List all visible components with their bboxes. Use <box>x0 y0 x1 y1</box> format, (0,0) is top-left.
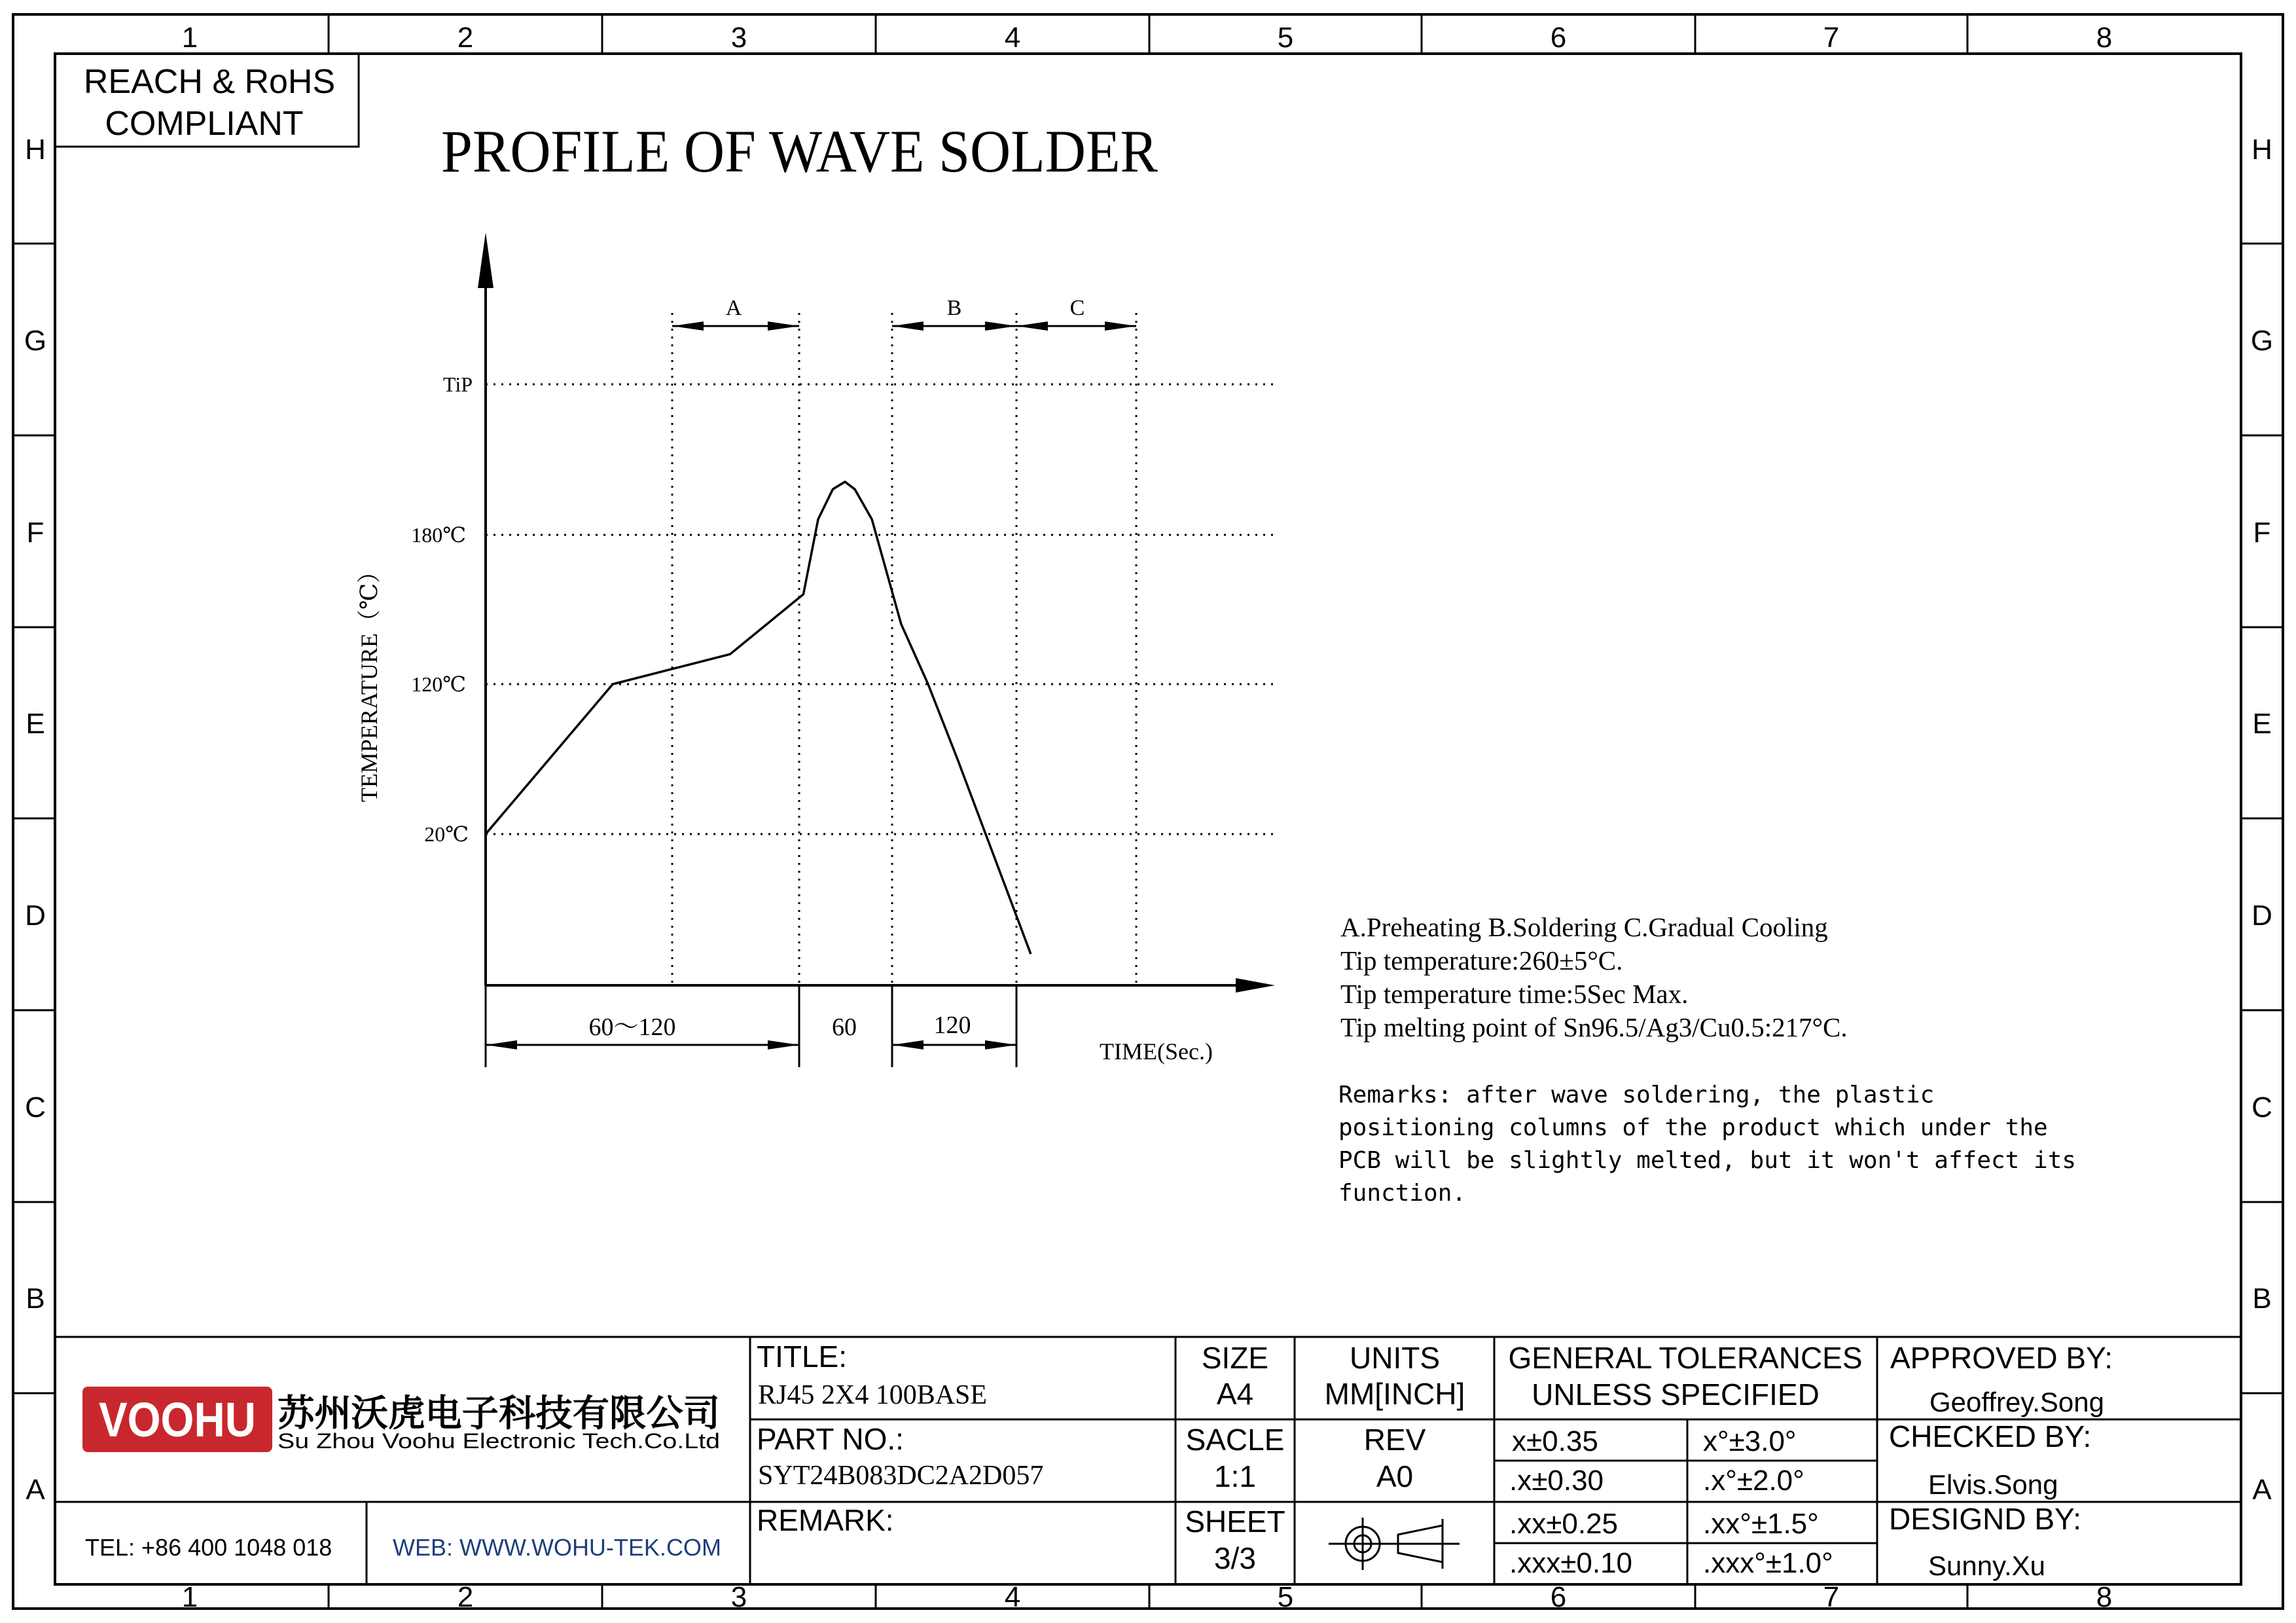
y-tick-label-120: 120℃ <box>411 672 466 696</box>
tolerance-linear-0: x±0.35 <box>1512 1425 1598 1457</box>
y-tick-label-tip: TiP <box>442 373 473 396</box>
zone-row-right-H: H <box>2251 134 2272 166</box>
remark-line-3: PCB will be slightly melted, but it won't affect its <box>1338 1147 2077 1174</box>
zone-col-top-7: 7 <box>1823 22 1840 54</box>
zone-row-right-B: B <box>2252 1283 2272 1315</box>
sheet-label: SHEET <box>1185 1504 1285 1539</box>
logo-text: VOOHU <box>99 1393 256 1447</box>
zone-row-right-E: E <box>2252 708 2272 740</box>
compliance-line2: COMPLIANT <box>105 105 304 143</box>
zone-col-top-2: 2 <box>457 22 474 54</box>
zone-row-right-D: D <box>2251 900 2272 932</box>
remark-line-2: positioning columns of the product which under the <box>1338 1114 2048 1141</box>
note-line-4: Tip melting point of Sn96.5/Ag3/Cu0.5:217°C. <box>1340 1012 1848 1042</box>
y-axis-label: TEMPERATURE（℃） <box>356 559 382 803</box>
note-line-2: Tip temperature:260±5°C. <box>1340 945 1623 976</box>
drawing-title: PROFILE OF WAVE SOLDER <box>441 118 1158 185</box>
zone-col-top-6: 6 <box>1550 22 1567 54</box>
compliance-line1: REACH & RoHS <box>83 63 336 101</box>
size-label: SIZE <box>1201 1341 1269 1375</box>
units-label: UNITS <box>1350 1341 1440 1375</box>
sheet-value: 3/3 <box>1214 1541 1256 1575</box>
zone-label-b: B <box>946 296 962 320</box>
remark-label: REMARK: <box>757 1503 894 1537</box>
title-label: TITLE: <box>757 1340 848 1374</box>
zone-row-left-B: B <box>26 1283 45 1315</box>
tolerance-angular-1: .x°±2.0° <box>1703 1465 1804 1497</box>
contact-web: WEB: WWW.WOHU-TEK.COM <box>393 1534 721 1561</box>
time-span-label-ramp: 60 <box>832 1013 857 1041</box>
zone-row-left-G: G <box>24 325 47 357</box>
zone-col-top-1: 1 <box>181 22 198 54</box>
zone-col-bottom-6: 6 <box>1550 1581 1567 1613</box>
zone-row-left-F: F <box>26 517 45 549</box>
designed-by-label: DESIGND BY: <box>1889 1502 2081 1536</box>
remark-line-4: function. <box>1338 1180 1467 1207</box>
note-line-1: A.Preheating B.Soldering C.Gradual Cooling <box>1340 912 1828 942</box>
zone-col-top-3: 3 <box>730 22 747 54</box>
tolerance-linear-2: .xx±0.25 <box>1509 1508 1619 1540</box>
zone-row-left-A: A <box>26 1474 45 1506</box>
company-name-cn: 苏州沃虎电子科技有限公司 <box>278 1393 720 1434</box>
rev-label: REV <box>1363 1423 1426 1457</box>
company-name-en: Su Zhou Voohu Electronic Tech.Co.Ltd <box>278 1429 720 1453</box>
y-tick-label-180: 180℃ <box>411 523 466 547</box>
zone-row-right-F: F <box>2253 517 2271 549</box>
x-axis-label: TIME(Sec.) <box>1100 1038 1213 1065</box>
rev-value: A0 <box>1376 1459 1414 1493</box>
tolerance-linear-3: .xxx±0.10 <box>1509 1547 1633 1579</box>
zone-row-left-E: E <box>26 708 45 740</box>
remark-line-1: Remarks: after wave soldering, the plastic <box>1338 1082 1935 1108</box>
tolerance-label-2: UNLESS SPECIFIED <box>1532 1377 1820 1412</box>
time-span-label-preheat: 60～120 <box>588 1013 676 1041</box>
tolerance-angular-3: .xxx°±1.0° <box>1703 1547 1833 1579</box>
tolerance-angular-2: .xx°±1.5° <box>1703 1508 1819 1540</box>
tolerance-angular-0: x°±3.0° <box>1703 1425 1797 1457</box>
zone-row-left-H: H <box>25 134 46 166</box>
zone-col-top-4: 4 <box>1004 22 1021 54</box>
zone-col-top-5: 5 <box>1277 22 1294 54</box>
zone-row-left-D: D <box>25 900 46 932</box>
tolerance-linear-1: .x±0.30 <box>1509 1465 1604 1497</box>
zone-row-right-G: G <box>2250 325 2274 357</box>
y-tick-label-20: 20℃ <box>424 822 469 846</box>
zone-col-bottom-7: 7 <box>1823 1581 1840 1613</box>
zone-col-bottom-2: 2 <box>457 1581 474 1613</box>
time-span-label-solder: 120 <box>933 1012 971 1039</box>
zone-row-left-C: C <box>25 1091 46 1123</box>
zone-col-bottom-4: 4 <box>1004 1581 1021 1613</box>
checked-by-label: CHECKED BY: <box>1889 1419 2092 1453</box>
scale-value: 1:1 <box>1214 1459 1256 1493</box>
part-no-value: SYT24B083DC2A2D057 <box>758 1461 1044 1491</box>
zone-col-bottom-3: 3 <box>730 1581 747 1613</box>
checked-by-value: Elvis.Song <box>1928 1469 2058 1500</box>
note-line-3: Tip temperature time:5Sec Max. <box>1340 979 1689 1009</box>
zone-col-bottom-8: 8 <box>2096 1581 2113 1613</box>
designed-by-value: Sunny.Xu <box>1928 1550 2046 1581</box>
contact-tel: TEL: +86 400 1048 018 <box>85 1534 332 1561</box>
zone-col-bottom-1: 1 <box>181 1581 198 1613</box>
tolerance-label-1: GENERAL TOLERANCES <box>1508 1341 1863 1375</box>
zone-label-c: C <box>1069 296 1085 320</box>
zone-row-right-A: A <box>2252 1474 2272 1506</box>
approved-by-label: APPROVED BY: <box>1890 1341 2113 1375</box>
company-logo <box>82 1387 272 1452</box>
zone-row-right-C: C <box>2251 1091 2272 1123</box>
scale-label: SACLE <box>1185 1423 1285 1457</box>
zone-col-bottom-5: 5 <box>1277 1581 1294 1613</box>
approved-by-value: Geoffrey.Song <box>1929 1387 2104 1417</box>
zone-col-top-8: 8 <box>2096 22 2113 54</box>
title-value: RJ45 2X4 100BASE <box>758 1380 988 1410</box>
zone-label-a: A <box>725 296 742 320</box>
part-no-label: PART NO.: <box>757 1422 904 1456</box>
units-value: MM[INCH] <box>1324 1377 1465 1411</box>
size-value: A4 <box>1216 1377 1254 1411</box>
